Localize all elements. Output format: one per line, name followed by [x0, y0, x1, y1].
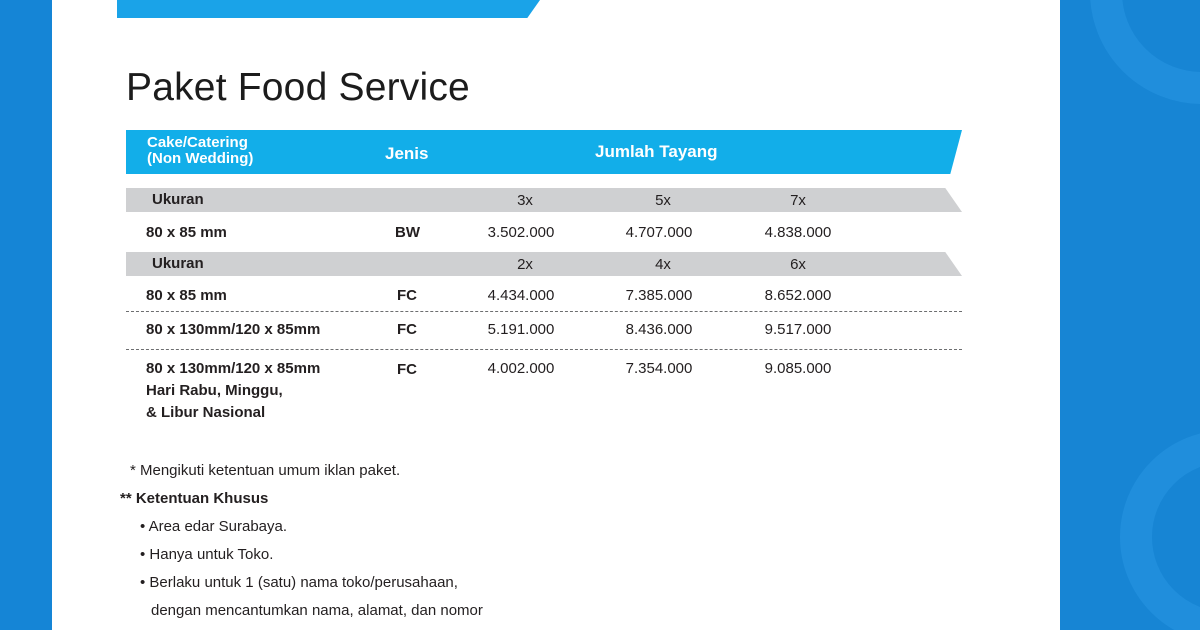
note-bullet-toko: • Hanya untuk Toko.	[140, 546, 274, 563]
note-special-heading: ** Ketentuan Khusus	[120, 490, 269, 507]
band1-col-2: 5x	[655, 192, 671, 209]
page-title: Paket Food Service	[126, 66, 470, 109]
note-general: * Mengikuti ketentuan umum iklan paket.	[130, 462, 401, 479]
row2-value-3: 8.652.000	[764, 287, 832, 304]
row4-size-line2: Hari Rabu, Minggu,	[146, 382, 283, 399]
row4-value-1: 4.002.000	[487, 360, 555, 377]
note-bullet-berlaku: • Berlaku untuk 1 (satu) nama toko/perusahaan,	[140, 574, 458, 591]
row4-value-2: 7.354.000	[625, 360, 693, 377]
band2-col-1: 2x	[517, 256, 533, 273]
row2-value-1: 4.434.000	[487, 287, 555, 304]
band2-col-2: 4x	[655, 256, 671, 273]
row1-size: 80 x 85 mm	[146, 224, 227, 241]
top-accent-tab	[117, 0, 540, 18]
row4-size	[146, 358, 320, 424]
row2-value-2: 7.385.000	[625, 287, 693, 304]
right-blue-border	[1060, 0, 1200, 630]
row3-value-3: 9.517.000	[764, 321, 832, 338]
row4-jenis: FC	[397, 361, 417, 378]
left-blue-border	[0, 0, 52, 630]
row3-value-2: 8.436.000	[625, 321, 693, 338]
note-bullet-area: • Area edar Surabaya.	[140, 518, 288, 535]
band1-col-1: 3x	[517, 192, 533, 209]
row4-value-3: 9.085.000	[764, 360, 832, 377]
header-category-line2: (Non Wedding)	[147, 150, 254, 167]
band1-label: Ukuran	[152, 191, 204, 208]
row4-size-line1: 80 x 130mm/120 x 85mm	[146, 360, 321, 377]
row4-size-line3: & Libur Nasional	[146, 404, 266, 421]
row-divider-2	[126, 349, 962, 350]
header-category	[147, 135, 253, 167]
row3-size: 80 x 130mm/120 x 85mm	[146, 321, 321, 338]
row3-value-1: 5.191.000	[487, 321, 555, 338]
band2-col-3: 6x	[790, 256, 806, 273]
band2-label: Ukuran	[152, 255, 204, 272]
row1-value-2: 4.707.000	[625, 224, 693, 241]
header-jumlah-tayang: Jumlah Tayang	[595, 142, 718, 161]
row1-value-3: 4.838.000	[764, 224, 832, 241]
header-jenis: Jenis	[385, 144, 429, 163]
header-category-line1: Cake/Catering	[147, 134, 248, 151]
note-bullet-berlaku-cont: dengan mencantumkan nama, alamat, dan nomor	[151, 602, 483, 619]
row1-jenis: BW	[395, 224, 420, 241]
row2-jenis: FC	[397, 287, 417, 304]
row-divider-1	[126, 311, 962, 312]
band1-col-3: 7x	[790, 192, 806, 209]
row1-value-1: 3.502.000	[487, 224, 555, 241]
row2-size: 80 x 85 mm	[146, 287, 227, 304]
row3-jenis: FC	[397, 321, 417, 338]
